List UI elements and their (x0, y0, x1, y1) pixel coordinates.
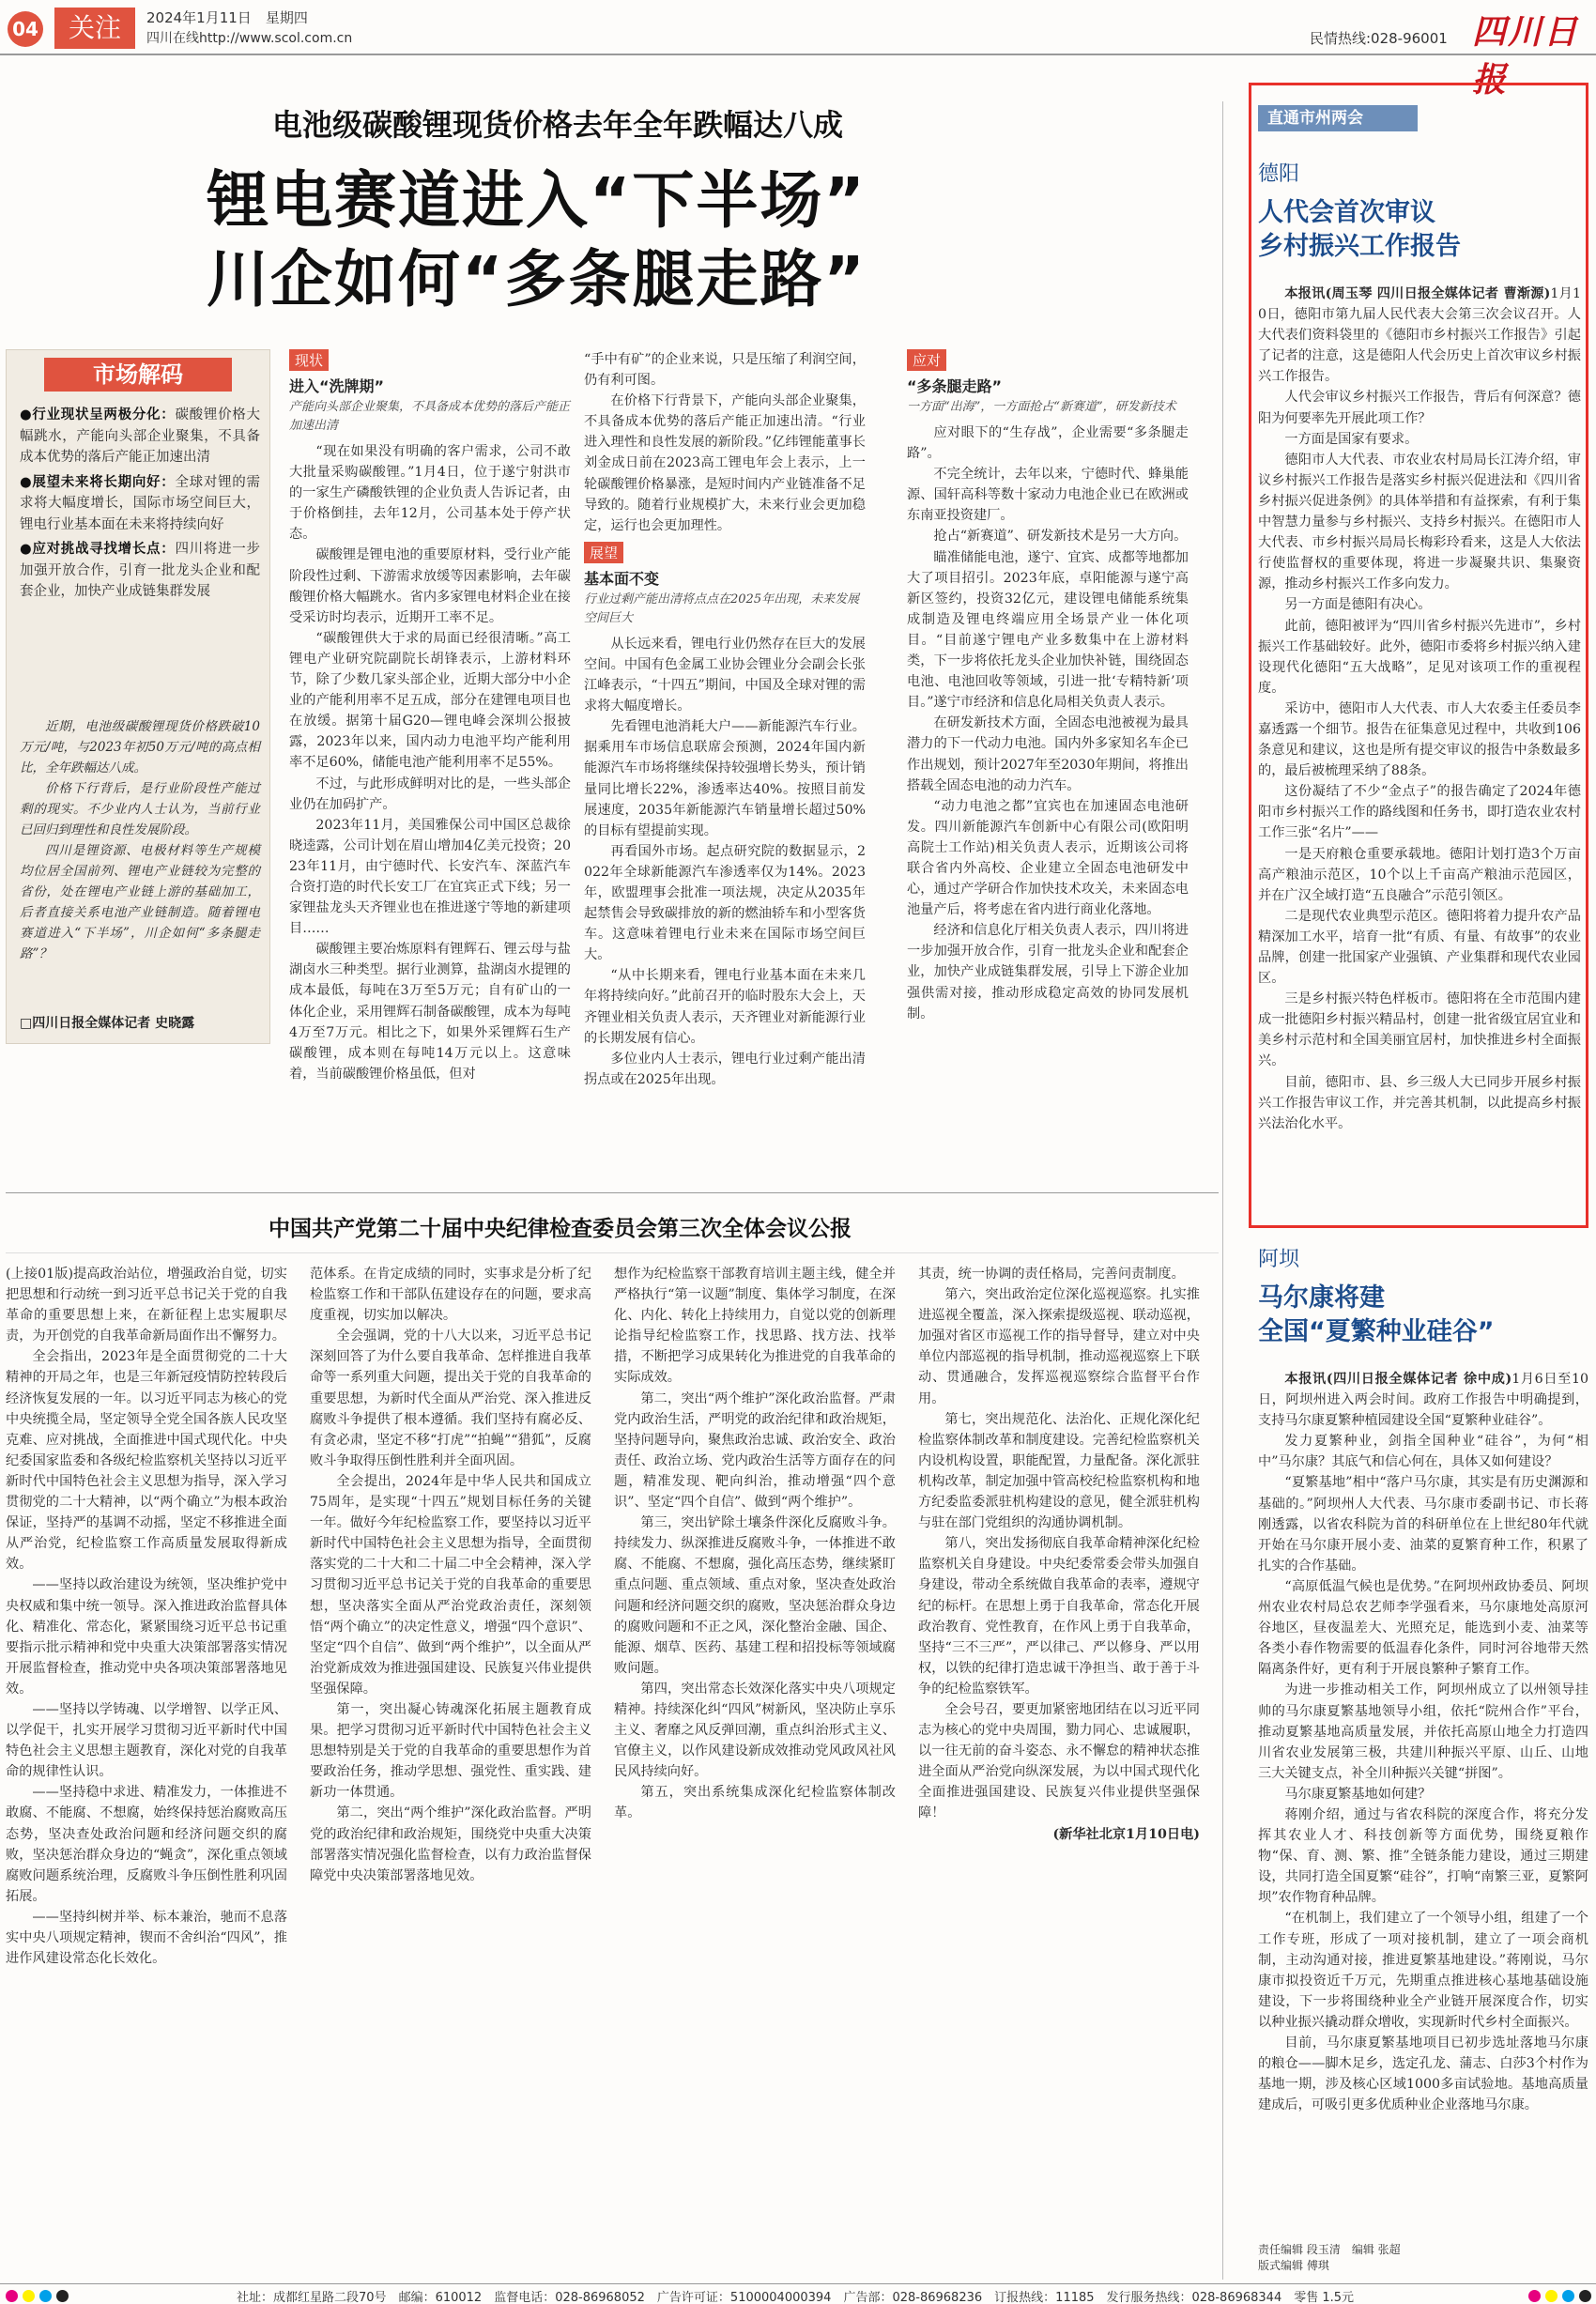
section-divider (6, 1192, 1219, 1193)
dateline: (新华社北京1月10日电) (1052, 1826, 1200, 1842)
editor-credits: 责任编辑 段玉清 编辑 张超 版式编辑 傅琪 (1258, 2243, 1401, 2272)
gongbao-col4: 其责，统一协调的责任格局，完善问责制度。 第六，突出政治定位深化巡视巡察。扎实推进巡视全覆盖，深入探索提级巡视、联动巡视，加强对省区市巡视工作的指导督导，建立对中央单位内部巡视的指导机制，推动巡视巡察上下联动、贯通融合，发挥巡视巡察综合监督平台作用。 第七，突出规范化、法治化、正规化深化纪检监察体制改革和制度建设。完善纪检监察机关内设机构设置，职能配置，力量配备。深化派驻机构改革，制定加强中管高校纪检监察机构和地方纪委监委派驻机构建设的意见，健全派驻机构与驻在部门党组织的沟通协调机制。 第八，突出发扬彻底自我革命精神深化纪检监察机关自身建设。中央纪委常委会带头加强自身建设，带动全系统做自我革命的表率，遵规守纪的标杆。在思想上勇于自我革命，常态化开展政治教育、党性教育，在作风上勇于自我革命，坚持“三不三严”，严以律己、严以修身、严以用权，以铁的纪律打造忠诚干净担当、敢于善于斗争的纪检监察铁军。 全会号召，要更加紧密地团结在以习近平同志为核心的党中央周围，勠力同心、忠诚履职，以一往无前的奋斗姿态、永不懈怠的精神状态推进全面从严治党向纵深发展，为以中国式现代化全面推进强国建设、民族复兴伟业提供坚强保障！ (新华社北京1月10日电) (918, 1264, 1200, 2259)
city-label: 德阳 (1258, 162, 1300, 186)
sidebar-intro: 近期，电池级碳酸锂现货价格跌破10万元/吨，与2023年初50万元/吨的高点相比，全年跌幅达八成。 价格下行背后，是行业阶段性产能过剩的现实。不少业内人士认为，当前行业已回归到理性和良性发展阶段。 四川是锂资源、电极材料等生产规模均位居全国前列、锂电产业链较为完整的省份，处在锂电产业链上游的基础加工，后者直接关系电池产业链制造。随着锂电赛道进入“下半场”，川企如何“多条腿走路”？ (20, 719, 260, 961)
color-registration-marks (6, 2288, 69, 2304)
hotline: 民情热线:028-96001 (1310, 30, 1448, 47)
section-deck: 行业过剩产能出清将点点在2025年出现，未来发展空间巨大 (584, 591, 860, 625)
section-deck: 一方面“出海”，一方面抢占“新赛道”，研发新技术 (907, 400, 1176, 414)
article-aba: 本报讯(四川日报全媒体记者 徐中成)1月6日至10日，阿坝州进入两会时间。政府工作报告中明确提到，支持马尔康夏繁种植园建设全国“夏繁种业硅谷”。 发力夏繁种业，剑指全国种业“硅谷”，为何“相中”马尔康？其底气和信心何在，具体又如何建设？ “夏繁基地”相中“落户马尔康，其实是有历史渊源和基础的。”阿坝州人大代表、马尔康市委副书记、市长蒋刚透露，以省农科院为首的科研单位在上世纪80年代就开始在马尔康开展小麦、油菜的夏繁育种工作，积累了扎实的合作基础。 “高原低温气候也是优势。”在阿坝州政协委员、阿坝州农业农村局总农艺师李学强看来，马尔康地处高原河谷地区，昼夜温差大、光照充足，能选到小麦、油菜等各类小春作物需要的低温春化条件，同时河谷地带天然隔离条件好，更有利于开展良繁种子繁育工作。 为进一步推动相关工作，阿坝州成立了以州领导挂帅的马尔康夏繁基地领导小组，依托“院州合作”平台，推动夏繁基地高质量发展，并依托高原山地全力打造四川省农业发展第三极，共建川种振兴平原、山丘、山地三大关键支点，补全川种振兴关键“拼图”。 马尔康夏繁基地如何建？ 蒋刚介绍，通过与省农科院的深度合作，将充分发挥其农业人才、科技创新等方面优势，围绕夏粮作物“保、育、测、繁、推”全链条能力建设，通过三期建设，共同打造全国夏繁“硅谷”，打响“南繁三亚，夏繁阿坝”农作物育种品牌。 “在机制上，我们建立了一个领导小组，组建了一个工作专班，形成了一项对接机制，建立了一项会商机制，主动沟通对接，推进夏繁基地建设。”蒋刚说，马尔康市拟投资近千万元，先期重点推进核心基地基础设施建设，下一步将围绕种业全产业链开展深度合作，切实以种业振兴撬动群众增收，实现新时代乡村全面振兴。 目前，马尔康夏繁基地项目已初步选址落地马尔康的粮仓——脚木足乡，选定孔龙、蒲志、白莎3个村作为基地一期，涉及核心区域1000多亩试验地。基地高质量建成后，可吸引更多优质种业企业落地马尔康。 (1258, 1372, 1588, 2113)
column-rule (1222, 101, 1223, 2280)
section-tag: 应对 (907, 349, 946, 371)
issue-date: 2024年1月11日 星期四 (146, 9, 308, 26)
sidebar-byline: □四川日报全媒体记者 史晓露 (20, 1016, 195, 1031)
section-head: 进入“洗牌期” (289, 377, 385, 395)
gongbao-title: 中国共产党第二十届中央纪律检查委员会第三次全体会议公报 (269, 1217, 852, 1241)
section-head: “多条腿走路” (907, 377, 1003, 395)
gongbao-col1: (上接01版)提高政治站位，增强政治自觉，切实把思想和行动统一到习近平总书记关于党的自我革命的重要思想上来，在新征程上忠实履职尽责，为开创党的自我革命新局面作出不懈努力。 全会指出，2023年是全面贯彻党的二十大精神的开局之年，也是三年新冠疫情防控转段后经济恢复发展的一年。以习近平同志为核心的党中央统揽全局，坚定领导全党全国各族人民攻坚克难、应对挑战，全面推进中国式现代化。中央纪委国家监委和各级纪检监察机关坚持以习近平新时代中国特色社会主义思想为指导，深入学习贯彻党的二十大精神，以“两个确立”为根本政治保证，坚持严的基调不动摇，坚定不移推进全面从严治党，纪检监察工作高质量发展取得新成效。 ——坚持以政治建设为统领，坚决维护党中央权威和集中统一领导。深入推进政治监督具体化、精准化、常态化，紧紧围绕习近平总书记重要指示批示精神和党中央重大决策部署落实情况开展监督检查，推动党中央各项决策部署落地见效。 ——坚持以学铸魂、以学增智、以学正风、以学促干，扎实开展学习贯彻习近平新时代中国特色社会主义思想主题教育，深化对党的自我革命的规律性认识。 ——坚持稳中求进、精准发力，一体推进不敢腐、不能腐、不想腐，始终保持惩治腐败高压态势，坚决查处政治问题和经济问题交织的腐败，坚决惩治群众身边的“蝇贪”，深化重点领域腐败问题系统治理，反腐败斗争压倒性胜利巩固拓展。 ——坚持纠树并举、标本兼治，驰而不息落实中央八项规定精神，锲而不舍纠治“四风”，推进作风建设常态化长效化。 (6, 1267, 287, 1967)
section-badge: 直通市州两会 (1258, 105, 1418, 131)
article-col2: “手中有矿”的企业来说，只是压缩了利润空间，仍有利可图。 在价格下行背景下，产能向头部企业聚集，不具备成本优势的落后产能正加速出清。“行业进入理性和良性发展的新阶段。”亿纬锂能董事长刘金成日前在2023高工锂电年会上表示，上一轮碳酸锂价格暴涨，是短时间内产业链准备不足导致的。随着行业规模扩大，未来行业会更加稳定，运行也会更加理性。 展望 基本面不变 行业过剩产能出清将点点在2025年出现，未来发展空间巨大 从长远来看，锂电行业仍然存在巨大的发展空间。中国有色金属工业协会锂业分会副会长张江峰表示，“十四五”期间，中国及全球对锂的需求将大幅度增长。 先看锂电池消耗大户——新能源汽车行业。据乘用车市场信息联席会预测，2024年国内新能源汽车市场将继续保持较强增长势头，预计销量同比增长22%，渗透率达40%。按照目前发展速度，2035年新能源汽车销量增长超过50%的目标有望提前实现。 再看国外市场。起点研究院的数据显示，2022年全球新能源汽车渗透率仅为14%。2023年，欧盟理事会批准一项法规，决定从2035年起禁售会导致碳排放的新的燃油轿车和小型客货车。这意味着锂电行业未来在国际市场空间巨大。 “从中长期来看，锂电行业基本面在未来几年将持续向好。”此前召开的临时股东大会上，天齐锂业相关负责人表示，天齐锂业对新能源行业的长期发展有信心。 多位业内人士表示，锂电行业过剩产能出清拐点或在2025年出现。 (584, 352, 866, 1087)
article-deyang: 本报讯(周玉琴 四川日报全媒体记者 曹渐源)1月10日，德阳市第九届人民代表大会第三次会议召开。人大代表们资料袋里的《德阳市乡村振兴工作报告》引起了记者的注意，这是德阳人代会历史上首次审议乡村振兴工作报告。 人代会审议乡村振兴工作报告，背后有何深意？德阳为何要率先开展此项工作？ 一方面是国家有要求。 德阳市人大代表、市农业农村局局长江涛介绍，审议乡村振兴工作报告是落实乡村振兴促进法和《四川省乡村振兴促进条例》的具体举措和有益探索，有利于集中智慧力量参与乡村振兴、支持乡村振兴。在德阳市人大代表、市乡村振兴局局长梅彩玲看来，这是人大依法行使监督权的重要体现，将进一步凝聚共识、集聚资源，推动乡村振兴工作多向发力。 另一方面是德阳有决心。 此前，德阳被评为“四川省乡村振兴先进市”，乡村振兴工作基础较好。此外，德阳市委将乡村振兴纳入建设现代化德阳“五大战略”，足见对该项工作的重视程度。 采访中，德阳市人大代表、市人大农委主任委员李嘉透露一个细节。报告在征集意见过程中，共收到106条意见和建议，这也是所有提交审议的报告中条数最多的，最后被梳理采纳了88条。 这份凝结了不少“金点子”的报告确定了2024年德阳市乡村振兴工作的路线图和任务书，即打造农业农村工作三张“名片”—— 一是天府粮仓重要承载地。德阳计划打造3个万亩高产粮油示范区，10个以上千亩高产粮油示范园区，并在广汉全域打造“五良融合”示范引领区。 二是现代农业典型示范区。德阳将着力提升农产品精深加工水平，培育一批“有质、有量、有故事”的农业品牌，创建一批国家产业强镇、产业集群和现代农业园区。 三是乡村振兴特色样板市。德阳将在全市范围内建成一批德阳乡村振兴精品村，创建一批省级宜居宜业和美乡村示范村和全国美丽宜居村，加快推进乡村全面振兴。 目前，德阳市、县、乡三级人大已同步开展乡村振兴工作报告审议工作，并完善其机制，以此提高乡村振兴法治化水平。 (1258, 286, 1581, 1131)
main-title-line2: 川企如何“多条腿走路” (207, 243, 867, 315)
page-number: 04 (8, 11, 43, 47)
newspaper-logo: 四川日报 (1472, 12, 1580, 100)
kicker: 电池级碳酸锂现货价格去年全年跌幅达八成 (272, 107, 844, 143)
sidebar-title: 市场解码 (44, 358, 232, 392)
article-col1: 现状 进入“洗牌期” 产能向头部企业聚集，不具备成本优势的落后产能正加速出清 “现在如果没有明确的客户需求，公司不敢大批量采购碳酸锂。”1月4日，位于遂宁射洪市的一家生产磷酸铁锂的企业负责人告诉记者，由于价格倒挂，去年12月，公司基本处于停产状态。 碳酸锂是锂电池的重要原材料，受行业产能阶段性过剩、下游需求放缓等因素影响，去年碳酸锂价格大幅跳水。省内多家锂电材料企业在接受采访时均表示，近期开工率不足。 “碳酸锂供大于求的局面已经很清晰。”高工锂电产业研究院副院长胡锋表示，上游材料环节，除了少数几家头部企业，近期大部分中小企业的产能利用率不足五成，部分在建锂电项目也在放缓。据第十届G20—锂电峰会深圳公报披露，2023年以来，国内动力电池平均产能利用率不足60%，储能电池产能利用率不足55%。 不过，与此形成鲜明对比的是，一些头部企业仍在加码扩产。 2023年11月，美国雅保公司中国区总裁徐晓逵露，公司计划在眉山增加4亿美元投资；2023年11月，由宁德时代、长安汽车、深蓝汽车合资打造的时代长安工厂在宜宾正式下线；另一家锂盐龙头天齐锂业也在推进遂宁等地的新建项目…… 碳酸锂主要冶炼原料有锂辉石、锂云母与盐湖卤水三种类型。据行业测算，盐湖卤水提锂的成本最低，每吨在3万至5万元；自有矿山的一体化企业，采用锂辉石制备碳酸锂，成本为每吨4万至7万元。相比之下，如果外采锂辉石生产碳酸锂，成本则在每吨14万元以上。这意味着，当前碳酸锂价格虽低，但对 (289, 349, 571, 1084)
section-tag: 展望 (584, 542, 623, 563)
article-col3: 应对 “多条腿走路” 一方面“出海”，一方面抢占“新赛道”，研发新技术 应对眼下的“生存战”，企业需要“多条腿走路”。 不完全统计，去年以来，宁德时代、蜂巢能源、国轩高科等数十家动力电池企业已在欧洲或东南亚投资建厂。 抢占“新赛道”、研发新技术是另一大方向。 瞄准储能电池，遂宁、宜宾、成都等地都加大了项目招引。2023年底，卓阳能源与遂宁高新区签约，投资32亿元，建设锂电储能系统集成制造及锂电终端应用全场景产业一体化项目。“目前遂宁锂电产业多数集中在上游材料类，下一步将依托龙头企业加快补链，围绕固态电池、电池回收等领域，引进一批‘专精特新’项目。”遂宁市经济和信息化局相关负责人表示。 在研发新技术方面，全固态电池被视为最具潜力的下一代动力电池。国内外多家知名车企已作出规划，预计2027年至2030年期间，将推出搭载全固态电池的动力汽车。 “动力电池之都”宜宾也在加速固态电池研发。四川新能源汽车创新中心有限公司(欧阳明高院士工作站)相关负责人表示，近期该公司将联合省内外高校、企业建立全固态电池研发中心，通过产学研合作加快技术攻关，未来固态电池量产后，将考虑在省内进行商业化落地。 经济和信息化厅相关负责人表示，四川将进一步加强开放合作，引育一批龙头企业和配套企业，加快产业成链集群发展，引导上下游企业加强供需对接，推动形成稳定高效的协同发展机制。 (907, 349, 1189, 1024)
city-label: 阿坝 (1258, 1248, 1300, 1271)
color-registration-marks (1528, 2288, 1591, 2304)
site-url: 四川在线http://www.scol.com.cn (146, 31, 353, 46)
footer-info: 社址：成都红星路二段70号 邮编：610012 监督电话：028-86968052 广告许可证：5100004000394 广告部：028-86968236 订报热线：11185 发行服务热线：028-86968344 零售 1.5元 (237, 2291, 1355, 2304)
section-label: 关注 (54, 8, 135, 49)
bullet-item: ●应对挑战寻找增长点：四川将进一步加强开放合作，引育一批龙头企业和配套企业，加快产业成链集群发展 (20, 541, 260, 599)
footer-bar (0, 2283, 1596, 2304)
bullet-item: ●行业现状呈两极分化：碳酸锂价格大幅跳水，产能向头部企业聚集，不具备成本优势的落后产能正加速出清 (20, 407, 260, 465)
right-headline1: 人代会首次审议 (1258, 198, 1435, 227)
gongbao-col2: 范体系。在肯定成绩的同时，实事求是分析了纪检监察工作和干部队伍建设存在的问题，要求高度重视，切实加以解决。 全会强调，党的十八大以来，习近平总书记深刻回答了为什么要自我革命、怎样推进自我革命等一系列重大问题，提出关于党的自我革命的重要思想，为新时代全面从严治党、深入推进反腐败斗争提供了根本遵循。我们坚持有腐必反、有贪必肃，坚定不移“打虎”“拍蝇”“猎狐”，反腐败斗争取得压倒性胜利并全面巩固。 全会提出，2024年是中华人民共和国成立75周年，是实现“十四五”规划目标任务的关键一年。做好今年纪检监察工作，要坚持以习近平新时代中国特色社会主义思想为指导，全面贯彻落实党的二十大和二十届二中全会精神，深入学习贯彻习近平总书记关于党的自我革命的重要思想，坚决落实全面从严治党政治责任，深刻领悟“两个确立”的决定性意义，增强“四个意识”、坚定“四个自信”、做到“两个维护”，以全面从严治党新成效为推进强国建设、民族复兴伟业提供坚强保障。 第一，突出凝心铸魂深化拓展主题教育成果。把学习贯彻习近平新时代中国特色社会主义思想特别是关于党的自我革命的重要思想作为首要政治任务，推动学思想、强党性、重实践、建新功一体贯通。 第二，突出“两个维护”深化政治监督。严明党的政治纪律和政治规矩，围绕党中央重大决策部署落实情况强化监督检查，以有力政治监督保障党中央决策部署落地见效。 (310, 1267, 591, 1883)
right-headline3: 马尔康将建 (1258, 1283, 1385, 1313)
right-headline4: 全国“夏繁种业硅谷” (1258, 1317, 1495, 1346)
section-deck: 产能向头部企业聚集，不具备成本优势的落后产能正加速出清 (289, 400, 571, 433)
title-underline (6, 1252, 1219, 1253)
section-tag: 现状 (289, 349, 329, 371)
section-head: 基本面不变 (584, 569, 660, 588)
page-header (0, 0, 1596, 100)
main-title-line1: 锂电赛道进入“下半场” (207, 164, 867, 237)
header-rule (0, 54, 1596, 55)
bullet-item: ●展望未来将长期向好：全球对锂的需求将大幅度增长，国际市场空间巨大，锂电行业基本面在未来将持续向好 (20, 473, 260, 532)
gongbao-col3: 想作为纪检监察干部教育培训主题主线，健全并严格执行“第一议题”制度、集体学习制度，在深化、内化、转化上持续用力，自觉以党的创新理论指导纪检监察工作，找思路、找方法、找举措，不断把学习成果转化为推进党的自我革命的实际成效。 第二，突出“两个维护”深化政治监督。严肃党内政治生活，严明党的政治纪律和政治规矩，坚持问题导向，聚焦政治忠诚、政治安全、政治责任、政治立场、党内政治生活等方面存在的问题，精准发现、靶向纠治，推动增强“四个意识”、坚定“四个自信”、做到“两个维护”。 第三，突出铲除土壤条件深化反腐败斗争。持续发力、纵深推进反腐败斗争，一体推进不敢腐、不能腐、不想腐，强化高压态势，继续紧盯重点问题、重点领域、重点对象，坚决查处政治问题和经济问题交织的腐败，坚决惩治群众身边的腐败问题和不正之风，深化整治金融、国企、能源、烟草、医药、基建工程和招投标等领域腐败问题。 第四，突出常态长效深化落实中央八项规定精神。持续深化纠“四风”树新风，坚决防止享乐主义、奢靡之风反弹回潮，重点纠治形式主义、官僚主义，以作风建设新成效推动党风政风社风民风持续向好。 第五，突出系统集成深化纪检监察体制改革。 (614, 1267, 896, 1821)
market-sidebar (6, 349, 270, 1044)
right-headline2: 乡村振兴工作报告 (1258, 232, 1461, 261)
sidebar-bullets (20, 405, 260, 603)
